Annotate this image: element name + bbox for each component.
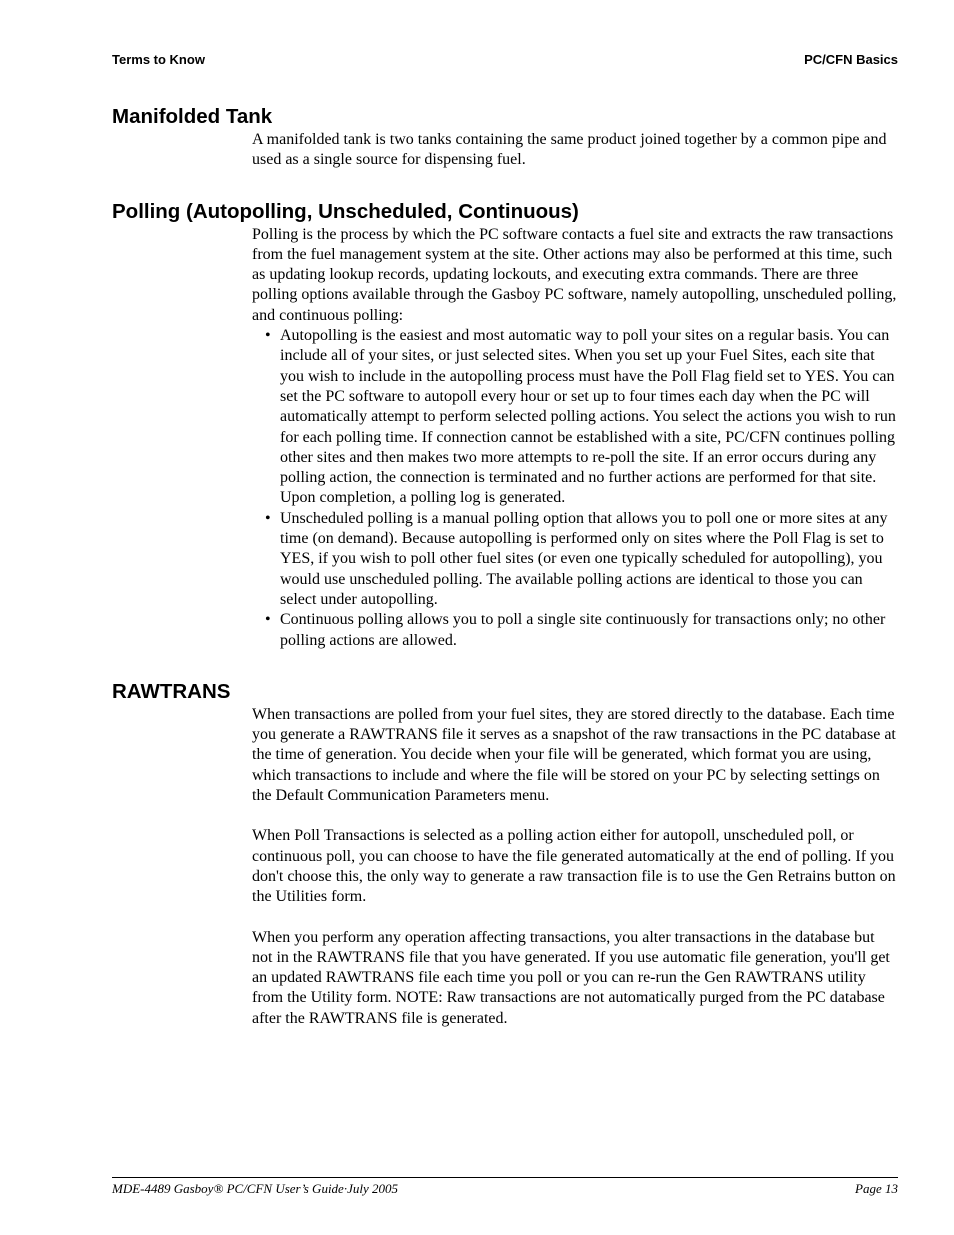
header-chapter-label: PC/CFN Basics — [804, 52, 898, 67]
list-item — [252, 610, 898, 651]
section-title-polling: Polling (Autopolling, Unscheduled, Continuous) — [112, 199, 579, 223]
list-item — [252, 326, 898, 509]
section-body-manifolded-tank — [252, 130, 898, 171]
paragraph: When Poll Transactions is selected as a polling action either for autopoll, unscheduled poll, or continuous poll, you can choose to have the file generated automatically at the end of polling. If you don't choose this, the only way to generate a raw transaction file is to use the Gen Retrains button on the Utilities form. — [252, 827, 896, 906]
paragraph: Polling is the process by which the PC software contacts a fuel site and extracts the raw transactions from the fuel management system at the site. Other actions may also be performed at this time, such as updating lookup records, updating lockouts, and executing extra commands. There are three polling options available through the Gasboy PC software, namely autopolling, unscheduled polling, and continuous polling: — [252, 225, 897, 324]
list-item-text: Unscheduled polling is a manual polling option that allows you to poll one or more sites at any time (on demand). Because autopolling is performed only on sites where the Poll Flag is set to YES, if you wish to poll other fuel sites (or even one typically scheduled for autopolling), you would use unscheduled polling. The available polling actions are identical to those you can select under autopolling. — [280, 509, 888, 608]
list-item — [252, 509, 898, 610]
list-item-text: Continuous polling allows you to poll a single site continuously for transactions only; no other polling actions are allowed. — [280, 611, 886, 649]
header-section-label: Terms to Know — [112, 52, 205, 67]
section-title-manifolded-tank: Manifolded Tank — [112, 105, 273, 128]
page-footer — [112, 1181, 898, 1199]
section-title-rawtrans: RAWTRANS — [112, 679, 231, 703]
bullet-icon: • — [265, 611, 271, 629]
footer-document-title: MDE-4489 Gasboy® PC/CFN User’s Guide·July 2005 — [112, 1181, 398, 1196]
list-item-text: Autopolling is the easiest and most automatic way to poll your sites on a regular basis. You can include all of your sites, or just selected sites. When you set up your Fuel Sites, each site that you wish to include in the autopolling process must have the Poll Flag field set to YES. You can set the PC software to autopoll every hour or set up to four times each day when the PC will automatically attempt to perform selected polling actions. You select the actions you wish to run for each polling time. If connection cannot be established with a site, PC/CFN continues polling other sites and then makes two more attempts to re-poll the site. If an error occurs during any polling action, the connection is terminated and no further actions are performed for that site. Upon completion, a polling log is generated. — [280, 327, 896, 507]
paragraph: When transactions are polled from your fuel sites, they are stored directly to the database. Each time you generate a RAWTRANS file it serves as a snapshot of the raw transactions in the PC database at the time of generation. You decide when your file will be generated, which format you are using, which transactions to include and where the file will be stored on your PC by selecting settings on the Default Communication Parameters menu. — [252, 705, 896, 805]
main-content — [112, 104, 898, 1029]
page-number: Page 13 — [855, 1181, 898, 1196]
section-body-rawtrans — [252, 705, 898, 1029]
bullet-icon: • — [265, 509, 271, 527]
paragraph: A manifolded tank is two tanks containing the same product joined together by a common pipe and used as a single source for dispensing fuel. — [252, 131, 887, 169]
section-body-polling — [252, 225, 898, 651]
bullet-icon: • — [265, 327, 271, 345]
footer-rule — [112, 1177, 898, 1178]
running-header — [112, 52, 898, 70]
paragraph: When you perform any operation affecting transactions, you alter transactions in the database but not in the RAWTRANS file that you have generated. If you use automatic file generation, you'll get an updated RAWTRANS file each time you poll or you can re-run the Gen RAWTRANS utility from the Utility form. NOTE: Raw transactions are not automatically purged from the PC database after the RAWTRANS file is generated. — [252, 928, 890, 1027]
polling-options-list — [252, 326, 898, 651]
